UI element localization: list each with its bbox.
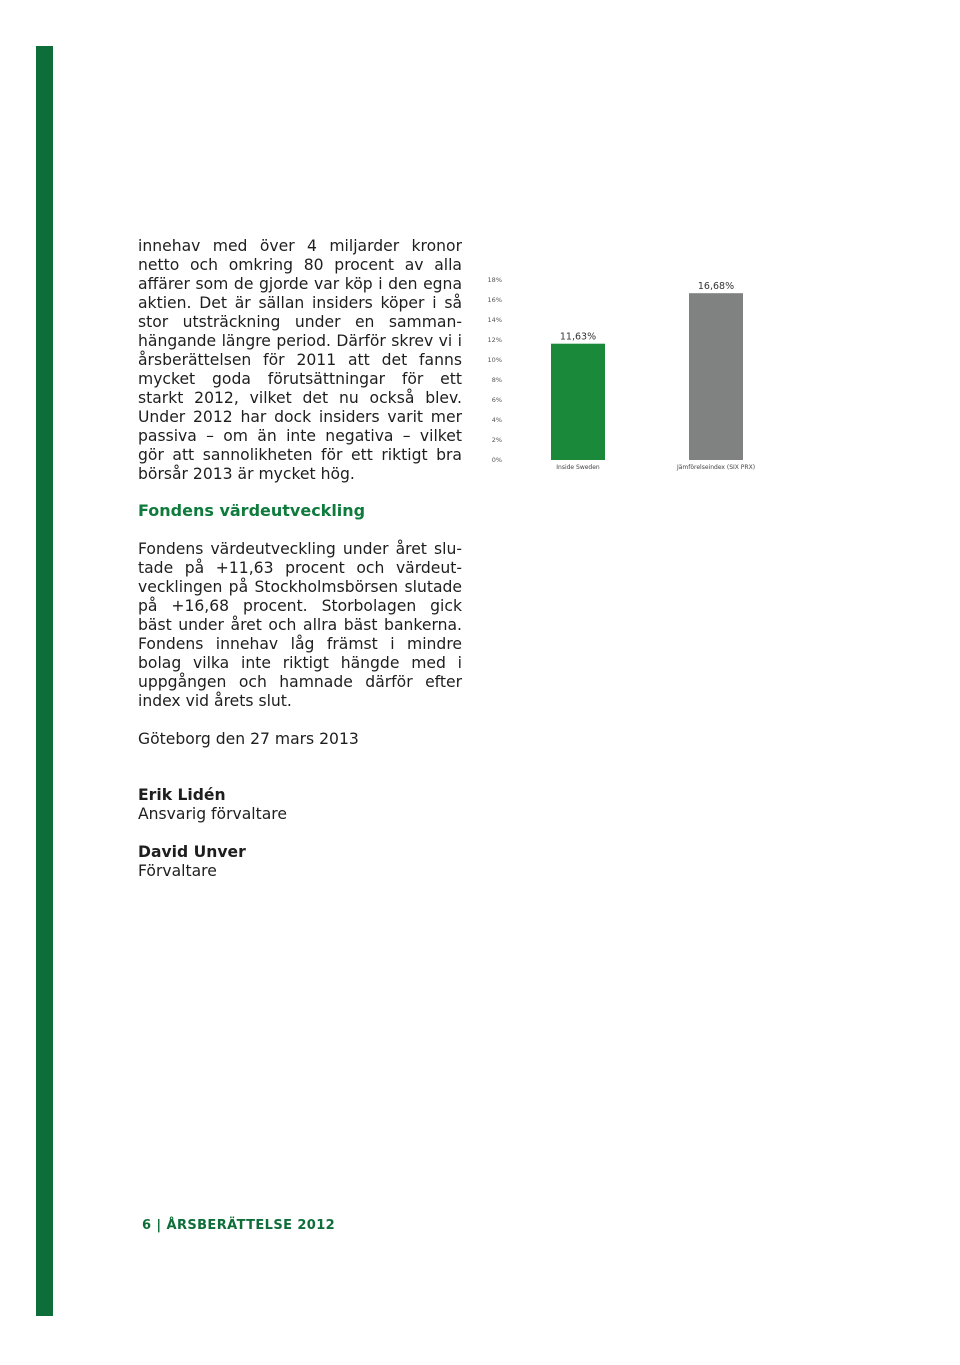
text-line: tade på +11,63 procent och värdeut- bbox=[138, 559, 462, 577]
text-line: index vid årets slut. bbox=[138, 692, 292, 710]
signer-role: Ansvarig förvaltare bbox=[138, 805, 287, 823]
y-tick-label: 16% bbox=[487, 296, 502, 304]
text-line: Under 2012 har dock insiders varit mer bbox=[138, 408, 462, 426]
footer-title: ÅRSBERÄTTELSE 2012 bbox=[166, 1218, 336, 1233]
text-line: aktien. Det är sällan insiders köper i så bbox=[138, 294, 462, 312]
text-line: uppgången och hamnade därför efter bbox=[138, 673, 462, 691]
x-category-label: Inside Sweden bbox=[556, 464, 600, 471]
bar-value-label: 16,68% bbox=[697, 281, 735, 293]
text-line: årsberättelsen för 2011 att det fanns bbox=[138, 351, 462, 369]
bar bbox=[689, 293, 743, 460]
text-line: netto och omkring 80 procent av alla bbox=[138, 256, 462, 274]
place-date: Göteborg den 27 mars 2013 bbox=[138, 730, 359, 748]
bar bbox=[551, 344, 605, 460]
bar-value-label: 11,63% bbox=[559, 331, 597, 343]
signer-role: Förvaltare bbox=[138, 862, 217, 880]
signer-name: David Unver bbox=[138, 843, 246, 861]
signature-block bbox=[138, 786, 287, 824]
text-line: starkt 2012, vilket det nu också blev. bbox=[138, 389, 462, 407]
text-line: Fondens värdeutveckling under året slu- bbox=[138, 540, 462, 558]
y-tick-label: 6% bbox=[491, 396, 502, 404]
y-tick-label: 8% bbox=[491, 376, 502, 384]
performance-bar-chart bbox=[478, 268, 788, 480]
performance-paragraph bbox=[138, 540, 462, 711]
y-tick-label: 4% bbox=[491, 416, 502, 424]
text-line: på +16,68 procent. Storbolagen gick bbox=[138, 597, 462, 615]
y-tick-label: 18% bbox=[487, 276, 502, 284]
page-footer bbox=[142, 1218, 335, 1233]
text-line: börsår 2013 är mycket hög. bbox=[138, 465, 355, 483]
text-line: Fondens innehav låg främst i mindre bbox=[138, 635, 462, 653]
section-heading: Fondens värdeutveckling bbox=[138, 501, 366, 520]
text-line: vecklingen på Stockholmsbörsen slutade bbox=[138, 578, 462, 596]
side-accent-bar bbox=[36, 46, 53, 1316]
signer-name: Erik Lidén bbox=[138, 786, 226, 804]
signature-block bbox=[138, 843, 246, 881]
y-tick-label: 2% bbox=[491, 436, 502, 444]
text-line: bäst under året och allra bäst bankerna. bbox=[138, 616, 462, 634]
y-tick-label: 12% bbox=[487, 336, 502, 344]
footer-separator: | bbox=[156, 1218, 162, 1233]
text-line: innehav med över 4 miljarder kronor bbox=[138, 237, 462, 255]
text-line: affärer som de gjorde var köp i den egna bbox=[138, 275, 462, 293]
x-category-label: Jämförelseindex (SIX PRX) bbox=[676, 464, 756, 471]
text-line: stor utsträckning under en samman- bbox=[138, 313, 462, 331]
page-number: 6 bbox=[142, 1218, 152, 1233]
text-line: bolag vilka inte riktigt hängde med i bbox=[138, 654, 462, 672]
text-line: gör att sannolikheten för ett riktigt bra bbox=[138, 446, 462, 464]
text-line: mycket goda förutsättningar för ett bbox=[138, 370, 462, 388]
y-tick-label: 0% bbox=[491, 456, 502, 464]
y-tick-label: 14% bbox=[487, 316, 502, 324]
intro-paragraph bbox=[138, 237, 462, 484]
text-line: passiva – om än inte negativa – vilket bbox=[138, 427, 462, 445]
text-line: hängande längre period. Därför skrev vi i bbox=[138, 332, 462, 350]
y-tick-label: 10% bbox=[487, 356, 502, 364]
